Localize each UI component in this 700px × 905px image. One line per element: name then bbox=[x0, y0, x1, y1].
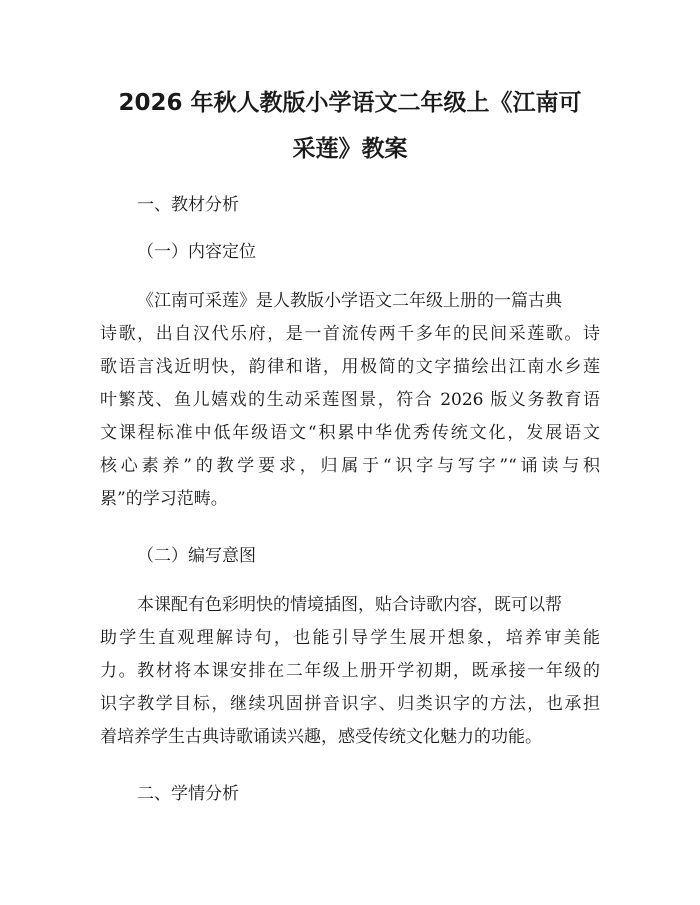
paragraph-line: 歌语言浅近明快，韵律和谐，用极简的文字描绘出江南水乡莲 bbox=[100, 357, 600, 377]
paragraph-line: 诗歌，出自汉代乐府，是一首流传两千多年的民间采莲歌。诗 bbox=[100, 324, 600, 344]
document-title-line-2: 采莲》教案 bbox=[292, 136, 408, 162]
section-heading-textbook-analysis: 一、教材分析 bbox=[137, 195, 239, 215]
paragraph-line: 累”的学习范畴。 bbox=[100, 489, 228, 509]
paragraph-line: 《江南可采莲》是人教版小学语文二年级上册的一篇古典 bbox=[137, 291, 562, 311]
paragraph-line: 助学生直观理解诗句，也能引导学生展开想象，培养审美能 bbox=[100, 628, 600, 648]
paragraph-line: 力。教材将本课安排在二年级上册开学初期，既承接一年级的 bbox=[100, 661, 600, 681]
paragraph-line: 核心素养”的教学要求，归属于“识字与写字”“诵读与积 bbox=[100, 456, 600, 476]
subsection-heading-writing-intent: （二）编写意图 bbox=[137, 546, 256, 566]
paragraph-line: 文课程标准中低年级语文“积累中华优秀传统文化，发展语文 bbox=[100, 423, 600, 443]
section-heading-learner-analysis: 二、学情分析 bbox=[137, 784, 239, 804]
subsection-heading-content-positioning: （一）内容定位 bbox=[137, 242, 256, 262]
paragraph-line: 着培养学生古典诗歌诵读兴趣，感受传统文化魅力的功能。 bbox=[100, 727, 542, 747]
paragraph-line: 本课配有色彩明快的情境插图，贴合诗歌内容，既可以帮 bbox=[137, 595, 562, 615]
paragraph-line: 识字教学目标，继续巩固拼音识字、归类识字的方法，也承担 bbox=[100, 694, 600, 714]
document-title-line-1: 2026 年秋人教版小学语文二年级上《江南可 bbox=[118, 90, 582, 116]
paragraph-line: 叶繁茂、鱼儿嬉戏的生动采莲图景，符合 2026 版义务教育语 bbox=[100, 390, 600, 410]
